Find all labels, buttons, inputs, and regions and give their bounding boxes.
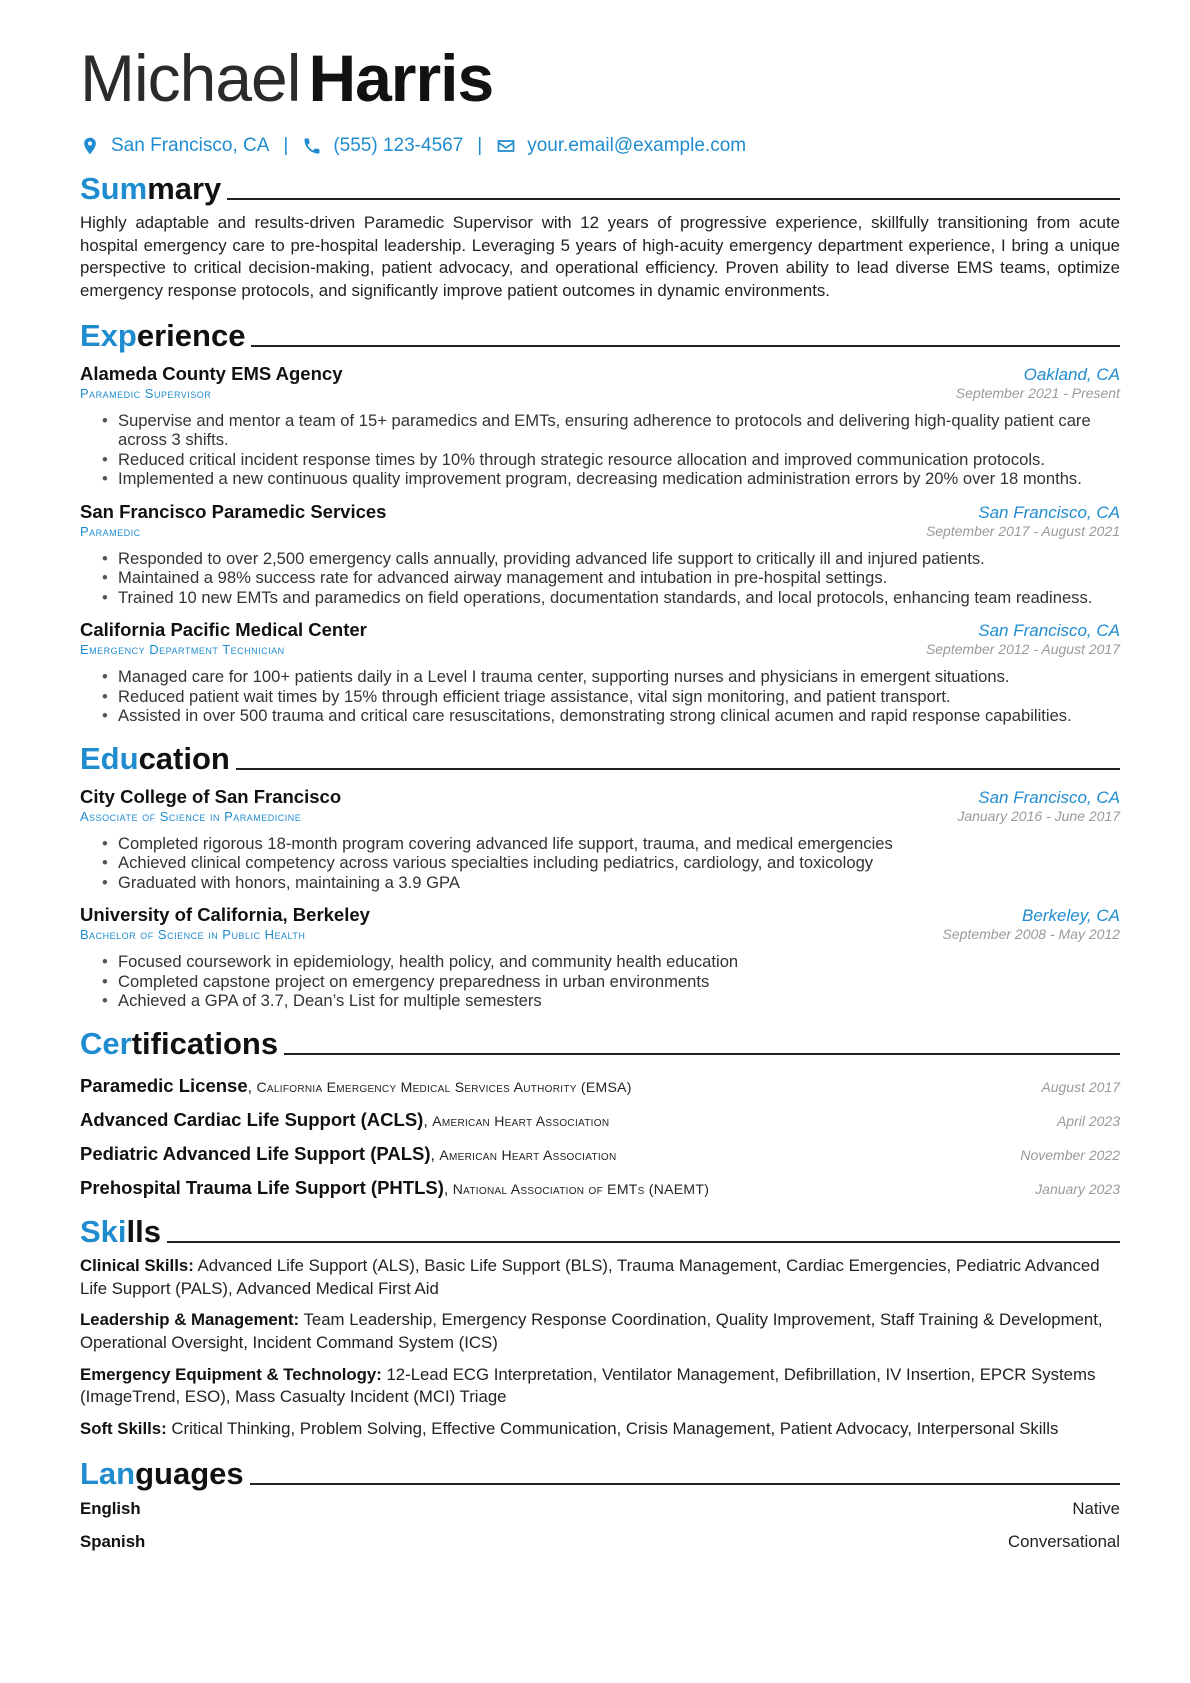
- bullet-item: • Completed capstone project on emergency preparedness in urban environments: [102, 972, 1120, 992]
- degree-title: Associate of Science in Paramedicine: [80, 808, 302, 824]
- first-name: Michael: [80, 41, 301, 115]
- language-name: Spanish: [80, 1531, 146, 1551]
- bullet-item: • Focused coursework in epidemiology, health policy, and community health education: [102, 952, 1120, 972]
- certification-issuer: National Association of EMTs (NAEMT): [452, 1180, 710, 1197]
- entry-dates: September 2021 - Present: [955, 384, 1120, 401]
- certification-issuer: American Heart Association: [432, 1112, 610, 1129]
- certification-name: Advanced Cardiac Life Support (ACLS): [80, 1108, 424, 1130]
- certification-name: Paramedic License: [80, 1074, 248, 1096]
- language-level: Native: [1072, 1498, 1120, 1518]
- contact-separator: |: [283, 135, 289, 156]
- section-rule: [167, 1241, 1120, 1243]
- job-title: Emergency Department Technician: [80, 642, 285, 658]
- entry-location: San Francisco, CA: [978, 502, 1120, 522]
- skill-group: [80, 1364, 1120, 1409]
- skill-text: Critical Thinking, Problem Solving, Effective Communication, Crisis Management, Patient Advocacy, Interpersonal Skills: [171, 1419, 1059, 1439]
- section-rule: [236, 768, 1120, 770]
- bullet-item: • Completed rigorous 18-month program covering advanced life support, trauma, and medical emergencies: [102, 834, 1120, 854]
- section-rule: [251, 345, 1120, 347]
- entry-dates: September 2017 - August 2021: [925, 522, 1120, 539]
- job-title: Paramedic: [80, 523, 141, 539]
- contact-email[interactable]: your.email@example.com: [527, 135, 747, 156]
- bullet-item: • Implemented a new continuous quality improvement program, decreasing medication administration errors by 20% over 18 months.: [102, 469, 1120, 489]
- section-rule: [250, 1483, 1120, 1485]
- education-entry: [80, 786, 1120, 893]
- entry-location: Berkeley, CA: [1022, 906, 1120, 926]
- certification-item: Prehospital Trauma Life Support (PHTLS), National Association of EMTs (NAEMT) January 2023: [80, 1176, 1120, 1198]
- certification-issuer: American Heart Association: [439, 1146, 617, 1163]
- skill-text: Team Leadership, Emergency Response Coordination, Quality Improvement, Staff Training & Development, Operational Oversight, Incident Command System (ICS): [80, 1310, 1103, 1352]
- language-item: [80, 1532, 1120, 1553]
- section-title: Summary: [80, 171, 222, 206]
- education-entry: [80, 904, 1120, 1011]
- bullet-item: • Trained 10 new EMTs and paramedics on field operations, documentation standards, and local protocols, enhancing team readiness.: [102, 588, 1120, 608]
- experience-heading: [80, 317, 1120, 355]
- experience-entry: [80, 619, 1120, 726]
- contact-separator: |: [477, 135, 483, 156]
- certifications-heading: [80, 1025, 1120, 1063]
- job-title: Paramedic Supervisor: [80, 385, 212, 401]
- bullet-item: • Supervise and mentor a team of 15+ paramedics and EMTs, ensuring adherence to protocols and delivering high-quality patient care across 3 shifts.: [102, 411, 1120, 450]
- skill-text: 12-Lead ECG Interpretation, Ventilator Management, Defibrillation, IV Insertion, EPCR Systems (ImageTrend, ESO), Mass Casualty Incident (MCI) Triage: [80, 1364, 1096, 1407]
- entry-dates: January 2016 - June 2017: [957, 807, 1120, 824]
- section-rule: [227, 198, 1120, 200]
- contact-location: San Francisco, CA: [111, 135, 270, 156]
- skill-label: Emergency Equipment & Technology:: [80, 1364, 382, 1384]
- certification-item: Pediatric Advanced Life Support (PALS), American Heart Association November 2022: [80, 1142, 1120, 1164]
- experience-entry: [80, 501, 1120, 608]
- education-heading: [80, 740, 1120, 778]
- employer-name: San Francisco Paramedic Services: [80, 500, 387, 522]
- skill-label: Leadership & Management:: [80, 1310, 300, 1330]
- bullet-item: • Achieved clinical competency across various specialties including pediatrics, cardiology, and toxicology: [102, 853, 1120, 873]
- envelope-icon: [496, 136, 516, 156]
- resume-name: [80, 36, 1120, 120]
- contact-line: [80, 134, 1120, 158]
- bullet-item: • Reduced critical incident response times by 10% through strategic resource allocation and improved communication protocols.: [102, 450, 1120, 470]
- bullet-item: • Responded to over 2,500 emergency calls annually, providing advanced life support to critically ill and injured patients.: [102, 549, 1120, 569]
- skill-label: Clinical Skills:: [80, 1255, 194, 1275]
- school-name: City College of San Francisco: [80, 785, 342, 807]
- degree-title: Bachelor of Science in Public Health: [80, 927, 306, 943]
- skill-group: [80, 1418, 1120, 1441]
- skills-heading: [80, 1213, 1120, 1251]
- school-name: University of California, Berkeley: [80, 904, 370, 926]
- bullet-list: [80, 952, 1120, 1011]
- employer-name: Alameda County EMS Agency: [80, 362, 343, 384]
- summary-text: Highly adaptable and results-driven Paramedic Supervisor with 12 years of progressive experience, skillfully transitioning from acute hospital emergency care to pre-hospital leadership. Leveraging 5 years of high-acuity emergency department experience, I bring a unique perspective to critical decision-making, patient advocacy, and operational efficiency. Proven ability to lead diverse EMS teams, optimize emergency response protocols, and significantly improve patient outcomes in dynamic environments.: [80, 213, 1120, 301]
- skill-label: Soft Skills:: [80, 1419, 167, 1439]
- section-title: Skills: [80, 1213, 161, 1249]
- certification-date: August 2017: [1041, 1078, 1120, 1095]
- section-title: Experience: [80, 317, 246, 353]
- bullet-item: • Graduated with honors, maintaining a 3.9 GPA: [102, 873, 1120, 893]
- bullet-list: [80, 834, 1120, 893]
- last-name: Harris: [308, 41, 494, 115]
- bullet-item: • Managed care for 100+ patients daily in a Level I trauma center, supporting nurses and physicians in emergent situations.: [102, 667, 1120, 687]
- certification-item: Paramedic License, California Emergency Medical Services Authority (EMSA) August 2017: [80, 1074, 1120, 1096]
- bullet-item: • Achieved a GPA of 3.7, Dean’s List for multiple semesters: [102, 991, 1120, 1011]
- map-pin-icon: [80, 136, 100, 156]
- phone-icon: [302, 136, 322, 156]
- section-title: Education: [80, 740, 230, 776]
- section-title: Languages: [80, 1455, 244, 1491]
- certification-date: April 2023: [1056, 1112, 1120, 1129]
- bullet-list: [80, 667, 1120, 726]
- bullet-list: [80, 549, 1120, 608]
- summary-heading: [80, 170, 1120, 208]
- bullet-item: • Maintained a 98% success rate for advanced airway management and intubation in pre-hospital settings.: [102, 568, 1120, 588]
- entry-dates: September 2008 - May 2012: [942, 926, 1120, 943]
- skill-text: Advanced Life Support (ALS), Basic Life Support (BLS), Trauma Management, Cardiac Emergencies, Pediatric Advanced Life Support (PALS), Advanced Medical First Aid: [80, 1255, 1100, 1298]
- language-name: English: [80, 1498, 141, 1518]
- contact-phone[interactable]: (555) 123-4567: [333, 135, 464, 156]
- certification-date: January 2023: [1035, 1180, 1120, 1197]
- languages-heading: [80, 1455, 1120, 1493]
- language-item: [80, 1499, 1120, 1520]
- entry-dates: September 2012 - August 2017: [925, 641, 1120, 658]
- section-title: Certifications: [80, 1025, 279, 1061]
- skill-group: [80, 1255, 1120, 1300]
- entry-location: Oakland, CA: [1023, 364, 1120, 384]
- experience-entry: [80, 363, 1120, 489]
- certification-name: Prehospital Trauma Life Support (PHTLS): [80, 1176, 444, 1198]
- bullet-item: • Reduced patient wait times by 15% through efficient triage assistance, vital sign monitoring, and patient transport.: [102, 687, 1120, 707]
- skill-group: [80, 1309, 1120, 1354]
- section-rule: [284, 1053, 1120, 1055]
- certification-name: Pediatric Advanced Life Support (PALS): [80, 1142, 431, 1164]
- bullet-list: [80, 411, 1120, 489]
- resume-page: [80, 36, 1120, 1553]
- employer-name: California Pacific Medical Center: [80, 619, 367, 641]
- certification-item: Advanced Cardiac Life Support (ACLS), American Heart Association April 2023: [80, 1108, 1120, 1130]
- certification-issuer: California Emergency Medical Services Authority (EMSA): [256, 1078, 632, 1095]
- certification-date: November 2022: [1020, 1146, 1120, 1163]
- bullet-item: • Assisted in over 500 trauma and critical care resuscitations, demonstrating strong clinical acumen and rapid response capabilities.: [102, 706, 1120, 726]
- entry-location: San Francisco, CA: [978, 621, 1120, 641]
- language-level: Conversational: [1008, 1531, 1120, 1551]
- entry-location: San Francisco, CA: [978, 787, 1120, 807]
